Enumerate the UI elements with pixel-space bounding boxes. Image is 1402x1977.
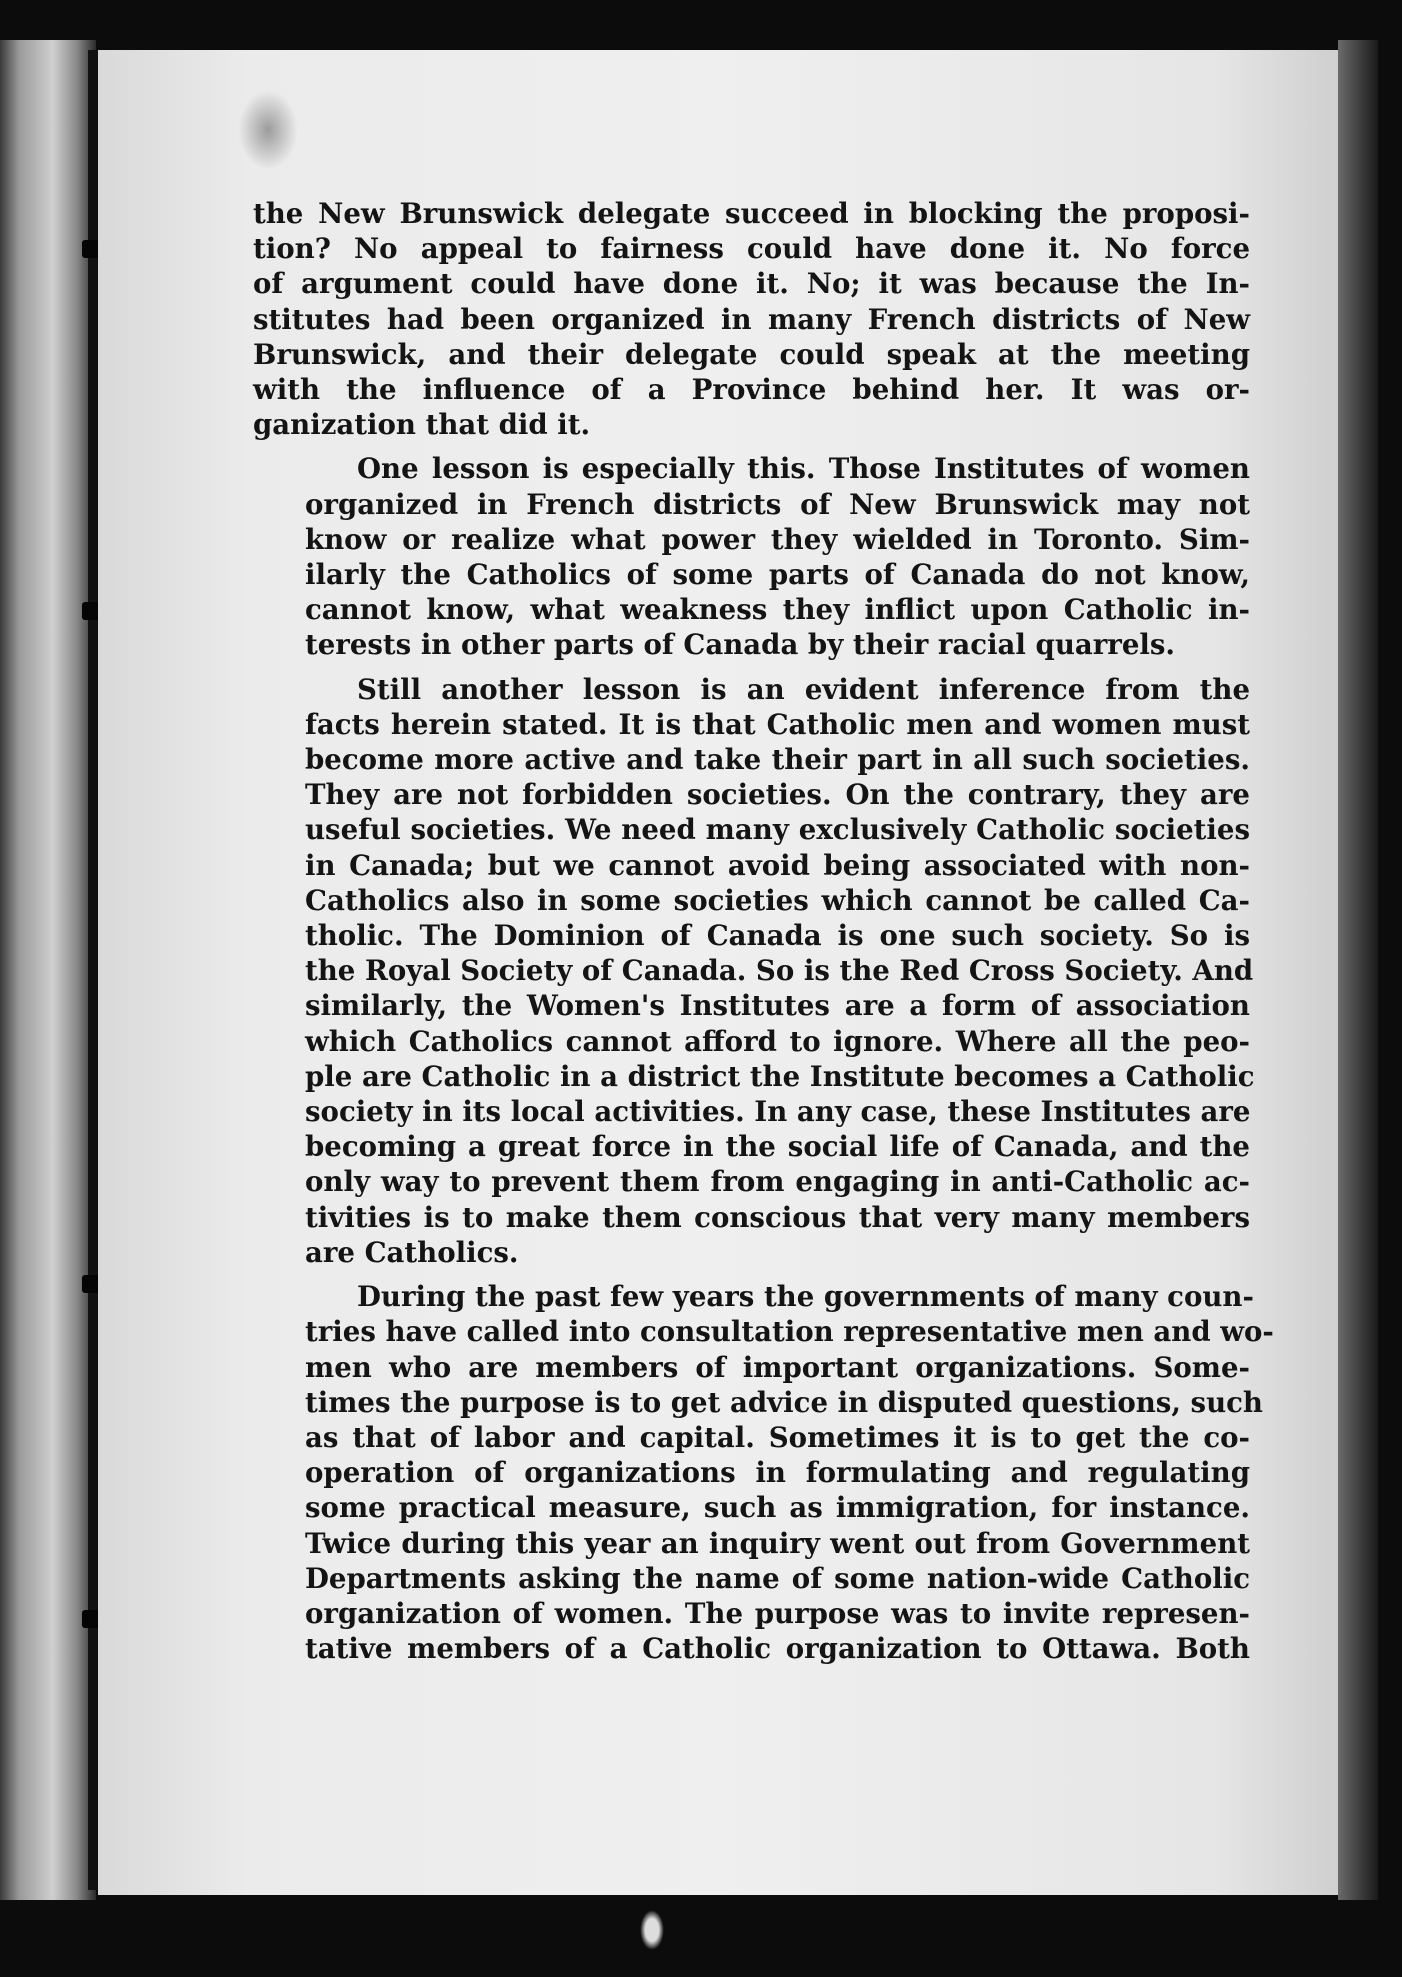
text-line: which Catholics cannot afford to ignore. Where all the peo- bbox=[305, 1024, 1250, 1058]
text-line: facts herein stated. It is that Catholic men and women must bbox=[305, 707, 1250, 741]
text-line: Departments asking the name of some nation-wide Catholic bbox=[305, 1561, 1250, 1595]
text-line: society in its local activities. In any case, these Institutes are bbox=[305, 1095, 1251, 1129]
text-line: operation of organizations in formulating and regulating bbox=[305, 1456, 1250, 1490]
text-line: some practical measure, such as immigration, for instance. bbox=[305, 1491, 1250, 1525]
text-line: know or realize what power they wielded in Toronto. Sim- bbox=[305, 522, 1250, 556]
text-line: of argument could have done it. No; it was because the In- bbox=[253, 267, 1250, 301]
body-text bbox=[253, 196, 1274, 1675]
text-line: They are not forbidden societies. On the contrary, they are bbox=[305, 778, 1250, 812]
text-line: as that of labor and capital. Sometimes it is to get the co- bbox=[305, 1420, 1250, 1454]
text-line: becoming a great force in the social life of Canada, and the bbox=[305, 1130, 1250, 1164]
text-line: with the influence of a Province behind her. It was or- bbox=[253, 373, 1250, 407]
stain-mark bbox=[238, 90, 298, 170]
text-line: ilarly the Catholics of some parts of Canada do not know, bbox=[305, 558, 1250, 592]
text-line: the Royal Society of Canada. So is the Red Cross Society. And bbox=[305, 954, 1254, 988]
text-line: become more active and take their part in all such societies. bbox=[305, 743, 1250, 777]
paragraph-3 bbox=[253, 672, 1255, 1270]
text-line: are Catholics. bbox=[305, 1235, 519, 1269]
text-line: Twice during this year an inquiry went out from Government bbox=[305, 1526, 1250, 1560]
text-line: the New Brunswick delegate succeed in blocking the proposi- bbox=[253, 197, 1250, 230]
text-line: Still another lesson is an evident inference from the bbox=[357, 672, 1250, 706]
paragraph-2 bbox=[253, 451, 1250, 662]
text-line: ganization that did it. bbox=[253, 408, 591, 442]
text-line: tholic. The Dominion of Canada is one such society. So is bbox=[305, 919, 1250, 953]
text-line: in Canada; but we cannot avoid being associated with non- bbox=[305, 848, 1250, 882]
text-line: similarly, the Women's Institutes are a form of association bbox=[305, 989, 1250, 1023]
text-line: tries have called into consultation representative men and wo- bbox=[305, 1315, 1274, 1349]
paragraph-1 bbox=[253, 196, 1250, 442]
text-line: terests in other parts of Canada by their racial quarrels. bbox=[305, 628, 1176, 662]
paragraph-4 bbox=[253, 1279, 1274, 1666]
text-line: During the past few years the governments of many coun- bbox=[357, 1280, 1254, 1314]
text-line: organization of women. The purpose was to invite represen- bbox=[305, 1596, 1250, 1630]
text-line: cannot know, what weakness they inflict upon Catholic in- bbox=[305, 593, 1250, 627]
text-line: times the purpose is to get advice in disputed questions, such bbox=[305, 1385, 1263, 1419]
scan-artifact bbox=[640, 1910, 664, 1950]
text-line: Catholics also in some societies which cannot be called Ca- bbox=[305, 883, 1250, 917]
text-line: ple are Catholic in a district the Institute becomes a Catholic bbox=[305, 1059, 1255, 1093]
text-line: only way to prevent them from engaging in anti-Catholic ac- bbox=[305, 1165, 1250, 1199]
text-line: tative members of a Catholic organization to Ottawa. Both bbox=[305, 1632, 1250, 1666]
text-line: One lesson is especially this. Those Institutes of women bbox=[357, 452, 1250, 486]
text-line: men who are members of important organizations. Some- bbox=[305, 1350, 1250, 1384]
text-line: useful societies. We need many exclusively Catholic societies bbox=[305, 813, 1250, 847]
text-line: Brunswick, and their delegate could speak at the meeting bbox=[253, 337, 1250, 371]
text-line: tion? No appeal to fairness could have done it. No force bbox=[253, 232, 1250, 266]
page-right-edge bbox=[1338, 40, 1378, 1900]
text-line: tivities is to make them conscious that very many members bbox=[305, 1200, 1250, 1234]
text-line: stitutes had been organized in many French districts of New bbox=[253, 302, 1250, 336]
text-line: organized in French districts of New Brunswick may not bbox=[305, 487, 1250, 521]
